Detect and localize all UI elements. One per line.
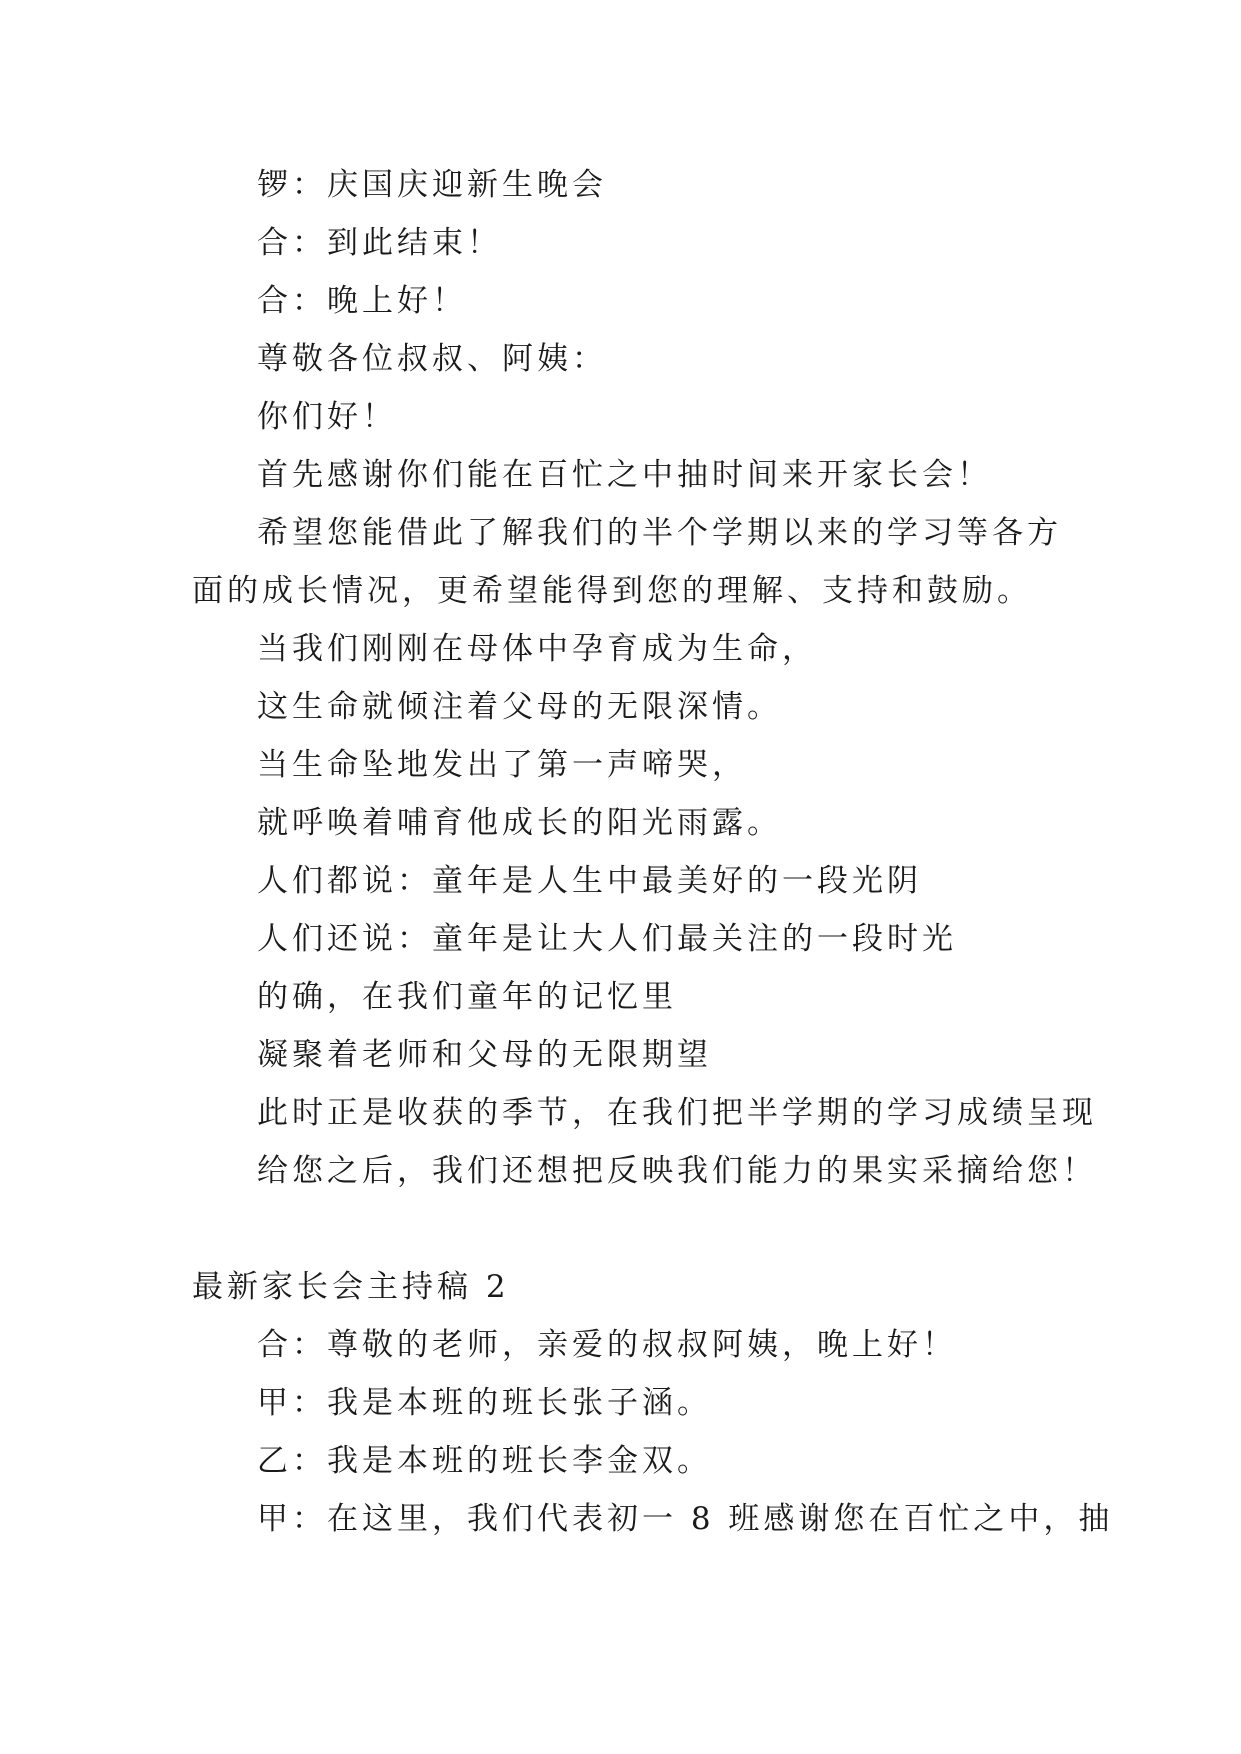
text-line: 首先感谢你们能在百忙之中抽时间来开家长会！: [257, 457, 992, 493]
text-line: 人们还说：童年是让大人们最关注的一段时光: [257, 921, 957, 957]
text-line: 凝聚着老师和父母的无限期望: [257, 1037, 712, 1073]
text-line: 合：尊敬的老师，亲爱的叔叔阿姨，晚上好！: [257, 1327, 957, 1363]
text-line: 合：晚上好！: [257, 283, 467, 319]
text-line: 甲：我是本班的班长张子涵。: [257, 1385, 712, 1421]
text-line: 就呼唤着哺育他成长的阳光雨露。: [257, 805, 782, 841]
text-line: 的确，在我们童年的记忆里: [257, 979, 677, 1015]
text-line: 当我们刚刚在母体中孕育成为生命，: [257, 631, 817, 667]
text-line: 面的成长情况，更希望能得到您的理解、支持和鼓励。: [192, 573, 1032, 609]
text-line: 此时正是收获的季节，在我们把半学期的学习成绩呈现: [257, 1095, 1097, 1131]
text-line: 当生命坠地发出了第一声啼哭，: [257, 747, 747, 783]
text-line: 甲：在这里，我们代表初一 8 班感谢您在百忙之中，抽: [257, 1501, 1114, 1537]
text-line: 合：到此结束！: [257, 225, 502, 261]
text-line: 乙：我是本班的班长李金双。: [257, 1443, 712, 1479]
text-line: 你们好！: [257, 399, 397, 435]
section-heading: 最新家长会主持稿 2: [192, 1269, 510, 1305]
text-line: 锣：庆国庆迎新生晚会: [257, 167, 607, 203]
text-line: 给您之后，我们还想把反映我们能力的果实采摘给您！: [257, 1153, 1097, 1189]
text-line: 希望您能借此了解我们的半个学期以来的学习等各方: [257, 515, 1062, 551]
text-line: 这生命就倾注着父母的无限深情。: [257, 689, 782, 725]
text-line: 尊敬各位叔叔、阿姨：: [257, 341, 607, 377]
text-line: 人们都说：童年是人生中最美好的一段光阴: [257, 863, 922, 899]
